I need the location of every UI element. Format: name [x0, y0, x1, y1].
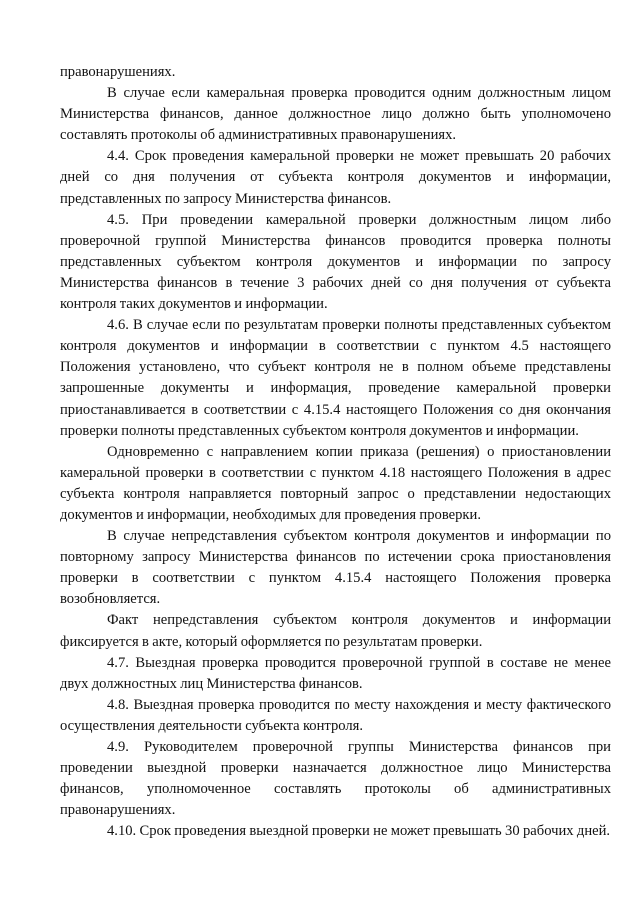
paragraph-4-6: 4.6. В случае если по результатам проверки полноты представленных субъектом контроля документов и информации в соответствии с пунктом 4.5 настоящего Положения установлено, что субъект контроля не в полном объеме представлены запрошенные документы и информация, проведение камеральной проверки приостанавливается в соответствии с 4.15.4 настоящего Положения со дня окончания проверки полноты представленных субъектом контроля документов и информации. — [60, 317, 611, 439]
paragraph-single-official: В случае если камеральная проверка проводится одним должностным лицом Министерства финансов, данное должностное лицо должно быть уполномочено составлять протоколы об административных правонарушениях. — [60, 85, 611, 144]
paragraph-fact-recorded: Факт непредставления субъектом контроля документов и информации фиксируется в акте, который оформляется по результатам проверки. — [60, 612, 611, 650]
paragraph-4-7: 4.7. Выездная проверка проводится проверочной группой в составе не менее двух должностных лиц Министерства финансов. — [60, 654, 611, 692]
paragraph-4-10: 4.10. Срок проведения выездной проверки не может превышать 30 рабочих дней. — [107, 823, 611, 840]
paragraph-4-4: 4.4. Срок проведения камеральной проверки не может превышать 20 рабочих дней со дня получения от субъекта контроля документов и информации, представленных по запросу Министерства финансов. — [60, 148, 611, 207]
paragraph-non-submission: В случае непредставления субъектом контроля документов и информации по повторному запросу Министерства финансов по истечении срока приостановления проверки в соответствии с пунктом 4.15.4 настоящего Положения проверка возобновляется. — [60, 528, 611, 608]
paragraph-suspension-notice: Одновременно с направлением копии приказа (решения) о приостановлении камеральной проверки в соответствии с пунктом 4.18 настоящего Положения в адрес субъекта контроля направляется повторный запрос о представлении недостающих документов и информации, необходимых для проведения проверки. — [60, 443, 611, 523]
paragraph-continuation: правонарушениях. — [60, 64, 176, 80]
document-body — [60, 62, 611, 842]
paragraph-4-5: 4.5. При проведении камеральной проверки должностным лицом либо проверочной группой Министерства финансов проводится проверка полноты представленных субъектом контроля документов и информации по запросу Министерства финансов в течение 3 рабочих дней со дня получения от субъекта контроля таких документов и информации. — [60, 211, 611, 313]
paragraph-4-9: 4.9. Руководителем проверочной группы Министерства финансов при проведении выездной проверки назначается должностное лицо Министерства финансов, уполномоченное составлять протоколы об административных правонарушениях. — [60, 739, 611, 819]
paragraph-4-8: 4.8. Выездная проверка проводится по месту нахождения и месту фактического осуществления деятельности субъекта контроля. — [60, 696, 611, 734]
